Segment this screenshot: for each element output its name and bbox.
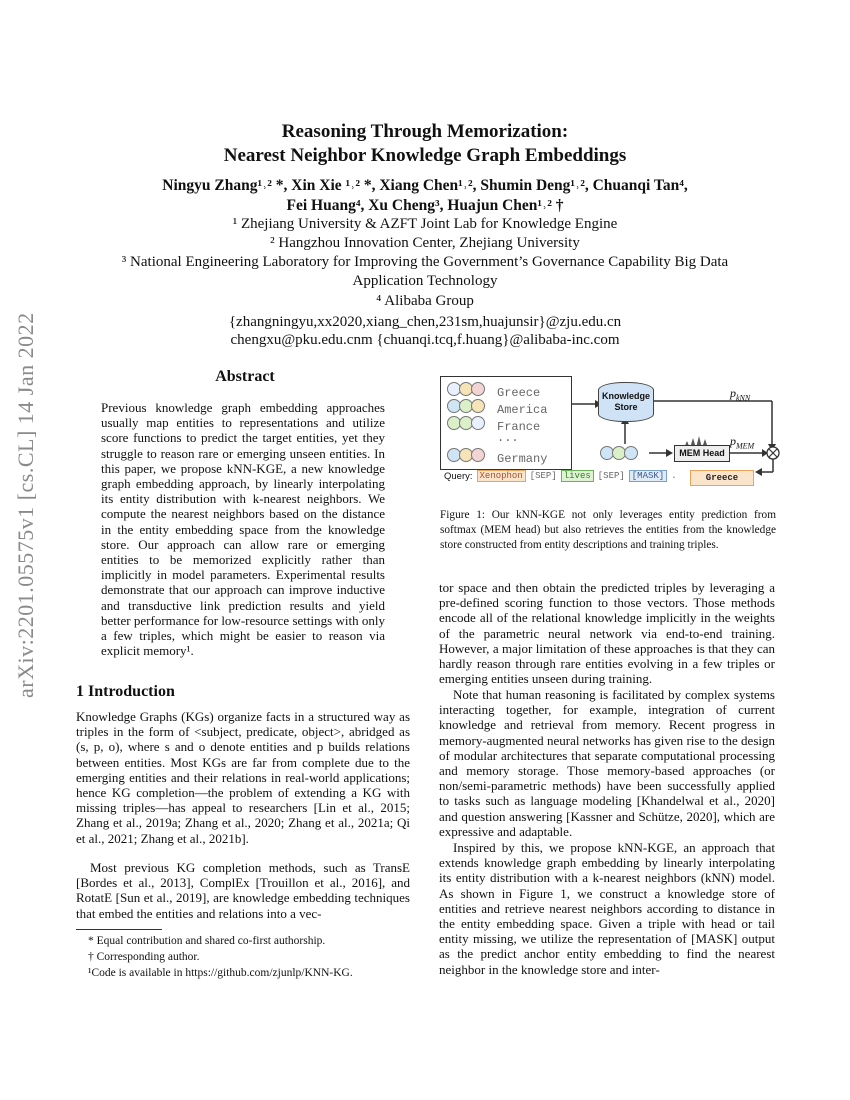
p-knn-label: $p_{kNN}$ [730, 386, 751, 403]
query-token-mask: [MASK] [629, 470, 667, 482]
knowledge-store-label: Store [614, 402, 638, 412]
entity-label: Germany [497, 452, 548, 466]
knowledge-store [598, 382, 654, 422]
entity-label: America [497, 403, 548, 417]
entity-ellipsis: ... [497, 431, 519, 445]
entity-label: France [497, 420, 541, 434]
footnote-3: ¹Code is available in https://github.com/zjunlp/KNN-KG. [88, 967, 353, 979]
knowledge-store-label: Knowledge [601, 391, 650, 401]
affiliation-3-cont: Application Technology [352, 273, 498, 289]
affiliation-3: ³ National Engineering Laboratory for Improving the Government’s Governance Capability Big Data [121, 254, 729, 270]
abstract-text: Previous knowledge graph embedding approaches usually map entities to representations and utilize score functions to predict the target entities, yet they struggle to reason rare or emerging unseen entities. In this paper, we propose kNN-KGE, a new knowledge graph embedding approach, by linearly interpolating its entity distribution with k-nearest neighbors. We compute the nearest neighbors based on the distance in the entity embedding space from the knowledge store. Our approach can allow rare or emerging entities to be memorized explicitly rather than implicitly in model parameters. Experimental results demonstrate that our approach can improve inductive and transductive link prediction results and yield better performance for low-resource settings with only a few triples, which might be easier to reason via explicit memory¹. [101, 400, 385, 659]
query-token-sep: [SEP] [529, 471, 557, 481]
introduction-paragraph-2: Most previous KG completion methods, such as TransE [Bordes et al., 2013], ComplEx [Trouillon et al., 2016], and RotatE [Sun et al., 2019], are knowledge embedding techniques that embed the entities and relations into a vec- [76, 860, 410, 921]
right-paragraph-3: Inspired by this, we propose kNN-KGE, an approach that extends knowledge graph embedding by linearly interpolating its entity distribution with a k-nearest neighbors (kNN) model. As shown in Figure 1, we construct a knowledge store of entities and retrieve nearest neighbors according to distance in the entity embedding space. Given a triple with head or tail entity missing, we utilize the representation of [MASK] output as the predict anchor entity embedding to find the nearest neighbor in the knowledge store and inter- [439, 840, 775, 977]
paper-title-line-2: Nearest Neighbor Knowledge Graph Embeddings [223, 145, 627, 166]
authors-line-2: Fei Huang⁴, Xu Cheng³, Huajun Chen¹˒² † [286, 197, 564, 214]
introduction-paragraph-1: Knowledge Graphs (KGs) organize facts in a structured way as triples in the form of <subject, predicate, object>, abridged as (s, p, o), where s and o denote entities and p builds relations between entities. Most KGs are far from complete due to the emerging entities and their relations in real-world applications; hence KG completion—the problem of extending a KG with missing triples—has appeal to researchers [Lin et al., 2015; Zhang et al., 2019a; Zhang et al., 2020; Zhang et al., 2021a; Qi et al., 2021; Zhang et al., 2021b]. [76, 709, 410, 846]
abstract-heading: Abstract [215, 368, 275, 385]
mask-embedding [600, 446, 636, 465]
query-token-sep: [SEP] [597, 471, 625, 481]
authors-line-1: Ningyu Zhang¹˒² *, Xin Xie ¹˒² *, Xiang Chen¹˒², Shumin Deng¹˒², Chuanqi Tan⁴, [162, 177, 688, 194]
mem-head-box: MEM Head [674, 445, 730, 462]
emails-line-1: {zhangningyu,xx2020,xiang_chen,231sm,huajunsir}@zju.edu.cn [228, 314, 622, 330]
affiliation-2: ² Hangzhou Innovation Center, Zhejiang University [270, 235, 580, 251]
query-token-period: . [671, 471, 677, 481]
paper-title-line-1: Reasoning Through Memorization: [281, 121, 569, 142]
right-paragraph-1: tor space and then obtain the predicted triples by leveraging a pre-defined scoring function to those vectors. Those methods encode all of the relational knowledge implicitly in the weights of the parametric neural network via end-to-end training. However, a major limitation of these approaches is that they can hardly reason through rare entities evolving in a few triples or emerging entities unseen during training. [439, 580, 775, 687]
entity-label: Greece [497, 386, 541, 400]
footnote-2: † Corresponding author. [88, 951, 200, 963]
affiliation-4: ⁴ Alibaba Group [376, 293, 474, 309]
right-paragraph-2: Note that human reasoning is facilitated by complex systems interacting together, for example, integration of current knowledge and retrieval from memory. Recent progress in memory-augmented neural networks has given rise to the design of modular architectures that separate computational processing and memory storage. Those memory-based approaches (or non/semi-parametric methods) have been successfully applied to tasks such as language modeling [Khandelwal et al., 2020] and question answering [Kassner and Schütze, 2020], which are expressive and adaptable. [439, 687, 775, 839]
introduction-heading: 1 Introduction [76, 683, 175, 700]
query-token-relation: lives [561, 470, 594, 482]
query-token-head: Xenophon [477, 470, 526, 482]
figure-1 [440, 376, 790, 496]
footnote-1: * Equal contribution and shared co-first authorship. [88, 935, 326, 947]
emails-line-2: chengxu@pku.edu.cnm {chuanqi.tcq,f.huang}@alibaba-inc.com [230, 332, 620, 348]
figure-1-caption: Figure 1: Our kNN-KGE not only leverages entity prediction from softmax (MEM head) but also retrieves the entities from the knowledge store constructed from entity descriptions and training triples. [440, 509, 776, 551]
query-label: Query: [444, 470, 473, 482]
output-entity: Greece [690, 470, 754, 486]
arxiv-identifier: arXiv:2201.05575v1 [cs.CL] 14 Jan 2022 [13, 312, 38, 698]
p-mem-label: $p_{MEM}$ [730, 434, 755, 451]
footnote-rule [76, 929, 162, 930]
query-row [444, 470, 677, 482]
affiliation-1: ¹ Zhejiang University & AZFT Joint Lab for Knowledge Engine [232, 216, 618, 232]
